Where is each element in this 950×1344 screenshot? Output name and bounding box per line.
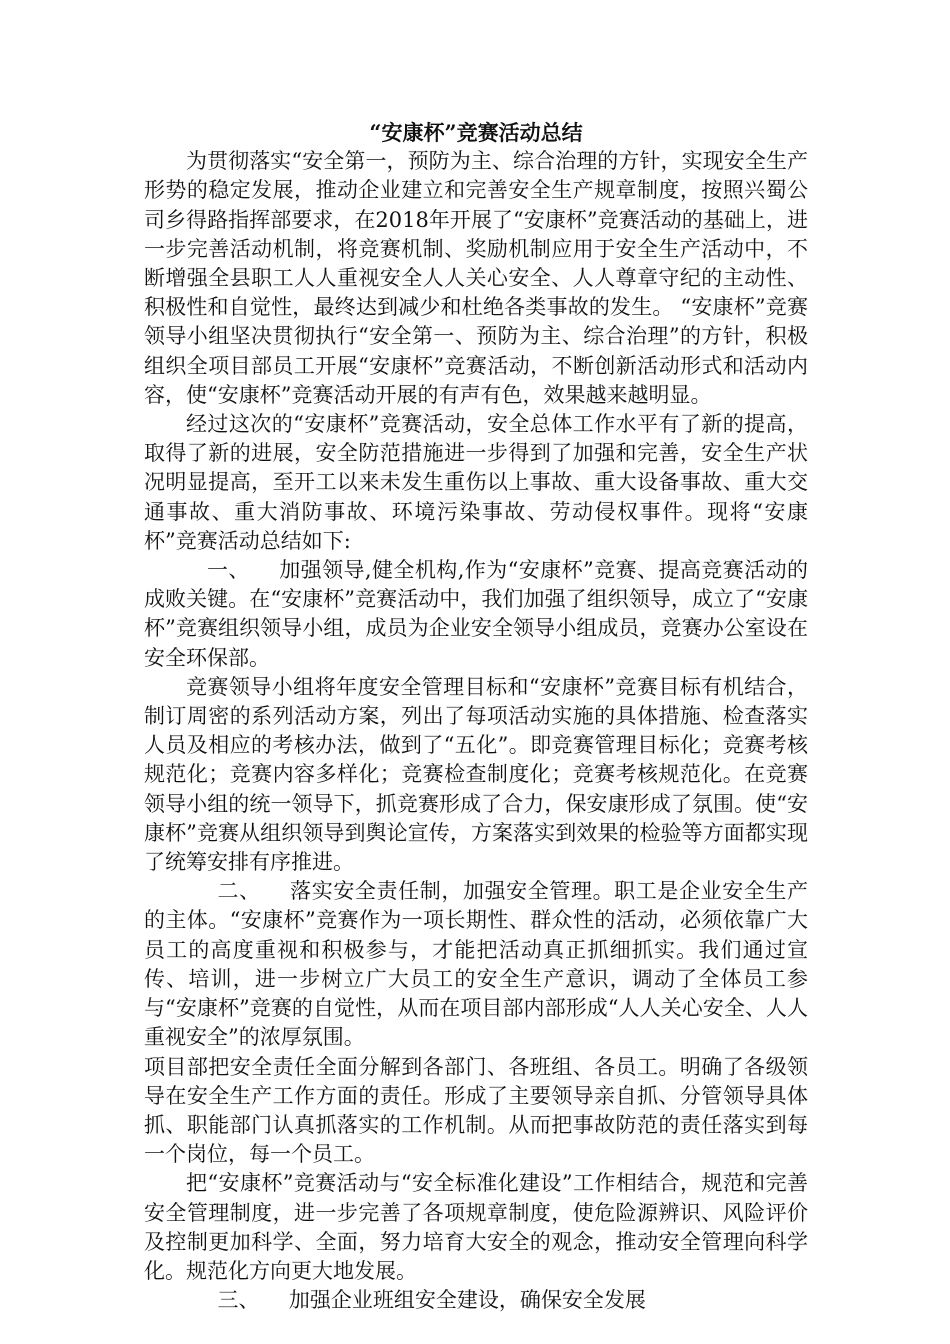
section-1-text: 加强领导,健全机构,作为“安康杯”竞赛、提高竞赛活动的成败关键。在“安康杯”竞赛活动中，我们加强了组织领导，成立了“安康杯”竞赛组织领导小组，成员为企业安全领导小组成员，竞赛办公室设在安全环保部。 [144, 558, 808, 670]
section-1-number: 一、 [207, 558, 250, 583]
section-2-heading [144, 877, 808, 1052]
section-3-number: 三、 [217, 1288, 260, 1313]
section-1-heading [144, 556, 808, 673]
section-2-text: 落实安全责任制，加强安全管理。职工是企业安全生产的主体。“安康杯”竞赛作为一项长期性、群众性的活动，必须依靠广大员工的高度重视和积极参与，才能把活动真正抓细抓实。我们通过宣传、培训，进一步树立广大员工的安全生产意识，调动了全体员工参与“安康杯”竞赛的自觉性，从而在项目部内部形成“人人关心安全、人人重视安全”的浓厚氛围。 [144, 879, 809, 1050]
document-page [144, 118, 808, 1315]
section-2-paragraph-a: 项目部把安全责任全面分解到各部门、各班组、各员工。明确了各级领导在安全生产工作方面的责任。形成了主要领导亲自抓、分管领导具体抓、职能部门认真抓落实的工作机制。从而把事故防范的责任落实到每一个岗位，每一个员工。 [144, 1054, 808, 1167]
section-3-text: 加强企业班组安全建设，确保安全发展 [288, 1288, 646, 1313]
document-title: “安康杯”竞赛活动总结 [369, 120, 583, 145]
section-1-paragraph: 竞赛领导小组将年度安全管理目标和“安康杯”竞赛目标有机结合，制订周密的系列活动方案，列出了每项活动实施的具体措施、检查落实人员及相应的考核办法，做到了“五化”。即竞赛管理目标化；竞赛考核规范化；竞赛内容多样化；竞赛检查制度化；竞赛考核规范化。在竞赛领导小组的统一领导下，抓竞赛形成了合力，保安康形成了氛围。使“安康杯”竞赛从组织领导到舆论宣传，方案落实到效果的检验等方面都实现了统筹安排有序推进。 [144, 674, 808, 875]
summary-paragraph: 经过这次的“安康杯”竞赛活动，安全总体工作水平有了新的提高，取得了新的进展，安全防范措施进一步得到了加强和完善，安全生产状况明显提高，至开工以来未发生重伤以上事故、重大设备事故、重大交通事故、重大消防事故、环境污染事故、劳动侵权事件。现将“安康杯”竞赛活动总结如下: [144, 412, 808, 553]
section-2-number: 二、 [217, 879, 261, 904]
section-3-heading [144, 1286, 808, 1315]
section-2-paragraph-b: 把“安康杯”竞赛活动与“安全标准化建设”工作相结合，规范和完善安全管理制度，进一步完善了各项规章制度，使危险源辨识、风险评价及控制更加科学、全面，努力培育大安全的观念，推动安全管理向科学化。规范化方向更大地发展。 [144, 1171, 808, 1283]
intro-paragraph: 为贯彻落实“安全第一，预防为主、综合治理的方针，实现安全生产形势的稳定发展，推动企业建立和完善安全生产规章制度，按照兴蜀公司乡得路指挥部要求，在2018年开展了“安康杯”竞赛活动的基础上，进一步完善活动机制，将竞赛机制、奖励机制应用于安全生产活动中，不断增强全县职工人人重视安全人人关心安全、人人尊章守纪的主动性、积极性和自觉性，最终达到减少和杜绝各类事故的发生。 “安康杯”竞赛领导小组坚决贯彻执行“安全第一、预防为主、综合治理”的方针，积极组织全项目部员工开展“安康杯”竞赛活动，不断创新活动形式和活动内容，使“安康杯”竞赛活动开展的有声有色，效果越来越明显。 [144, 149, 808, 407]
